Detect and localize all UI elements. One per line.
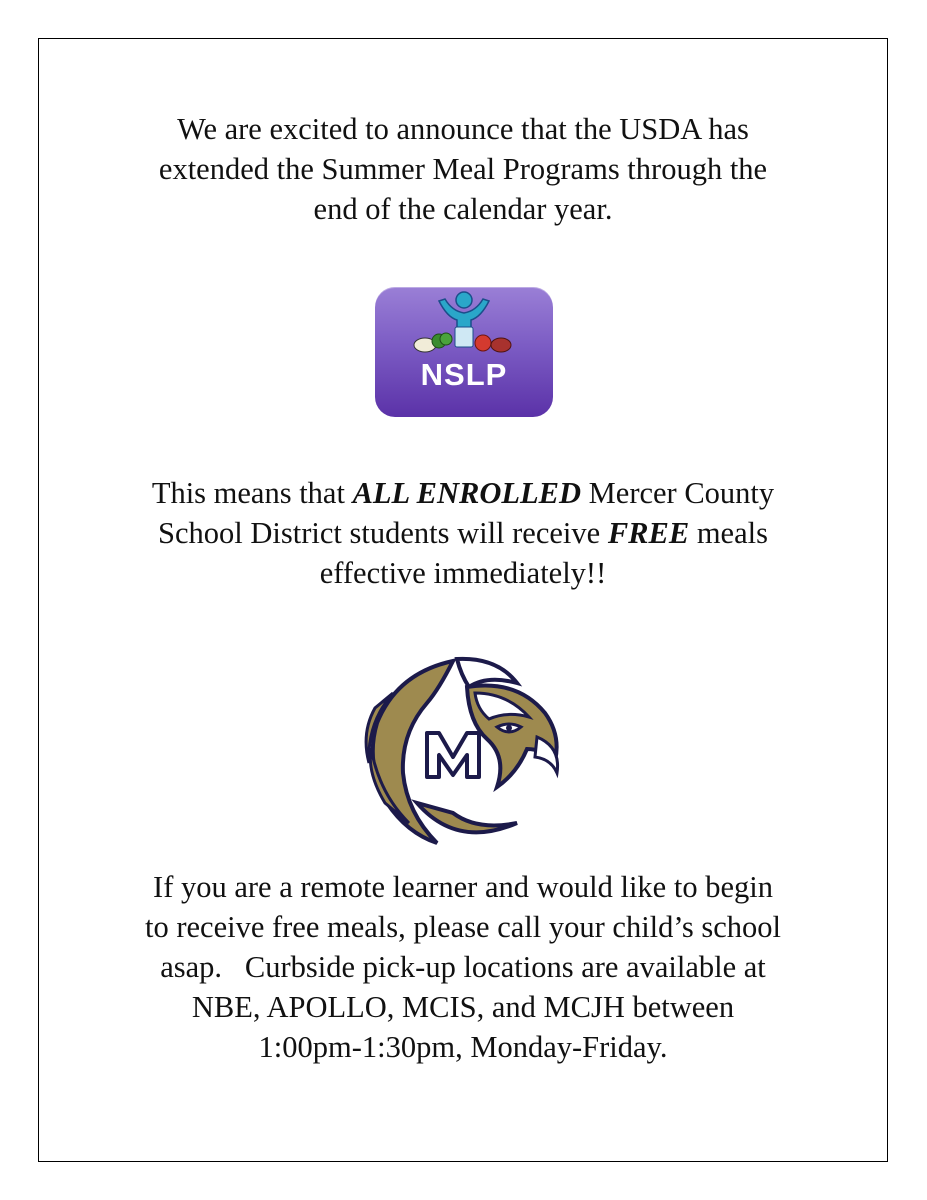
text-segment: School District students will receive bbox=[158, 516, 608, 550]
text-line: NBE, APOLLO, MCIS, and MCJH between bbox=[191, 990, 735, 1024]
nslp-label: NSLP bbox=[420, 357, 508, 392]
text-line: end of the calendar year. bbox=[313, 192, 613, 226]
text-segment: This means that bbox=[151, 476, 353, 510]
text-line: effective immediately!! bbox=[319, 556, 607, 590]
text-line: extended the Summer Meal Programs through the bbox=[158, 152, 768, 186]
announcement-paragraph bbox=[39, 867, 887, 1067]
text-line: 1:00pm-1:30pm, Monday-Friday. bbox=[258, 1030, 668, 1064]
announcement-paragraph bbox=[39, 473, 887, 593]
text-line: If you are a remote learner and would like to begin bbox=[153, 870, 773, 904]
hawk-mascot-logo bbox=[357, 653, 569, 849]
child-with-food-icon bbox=[375, 287, 553, 367]
text-line: asap. Curbside pick-up locations are available at bbox=[160, 950, 766, 984]
emphasis-text: FREE bbox=[607, 516, 690, 550]
hawk-m-emblem-icon bbox=[357, 653, 569, 849]
text-segment: Mercer County bbox=[581, 476, 775, 510]
text-segment: meals bbox=[689, 516, 768, 550]
text-line: to receive free meals, please call your child’s school bbox=[144, 910, 781, 944]
emphasis-text: ALL ENROLLED bbox=[352, 476, 582, 510]
text-line bbox=[39, 473, 887, 513]
text-line bbox=[39, 513, 887, 553]
text-line: We are excited to announce that the USDA has bbox=[177, 112, 749, 146]
nslp-logo bbox=[375, 287, 553, 417]
page-border bbox=[38, 38, 888, 1162]
announcement-paragraph bbox=[39, 109, 887, 229]
